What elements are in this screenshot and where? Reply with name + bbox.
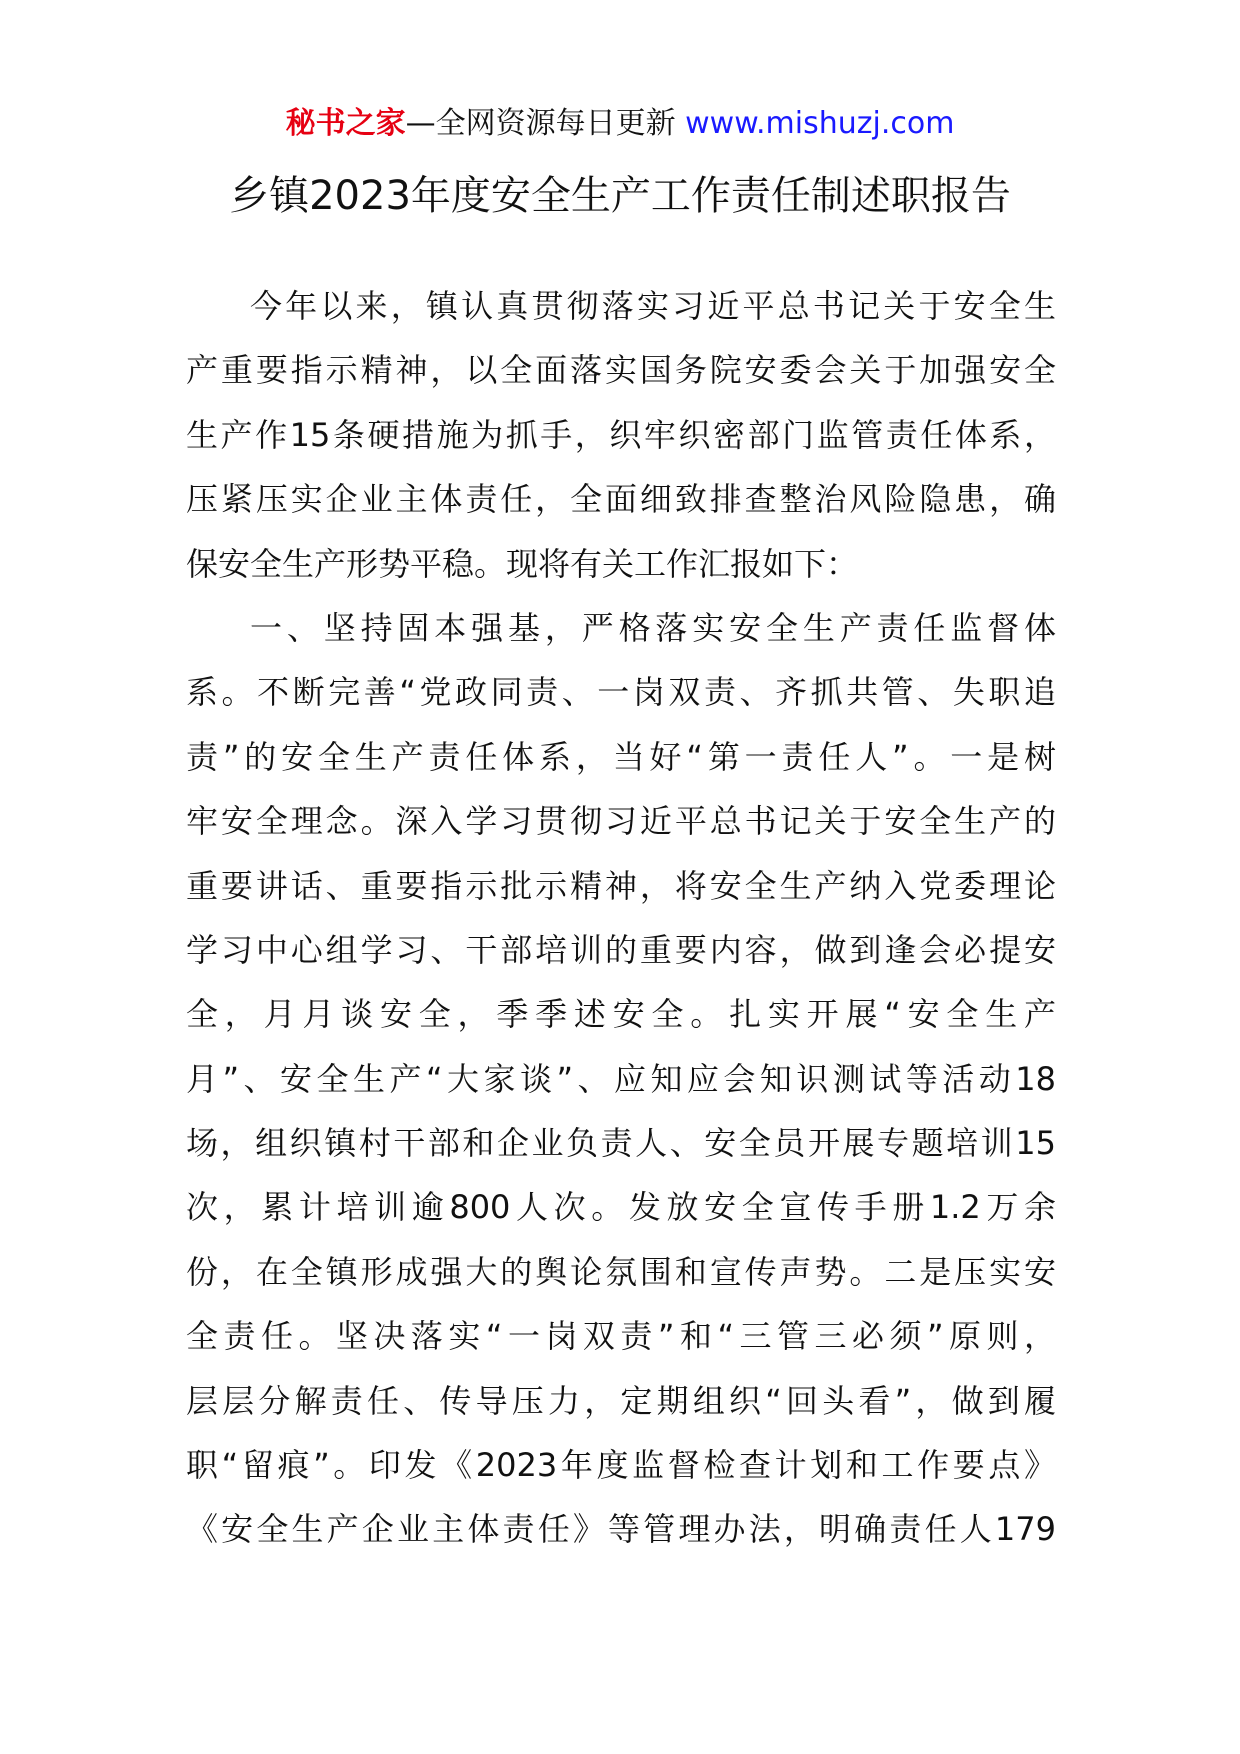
paragraph-line: 次，累计培训逾800人次。发放安全宣传手册1.2万余 [186, 1188, 1056, 1227]
paragraph-line: 份，在全镇形成强大的舆论氛围和宣传声势。二是压实安 [186, 1252, 1056, 1291]
paragraph-line: 一、坚持固本强基，严格落实安全生产责任监督体 [250, 608, 1056, 647]
document-body [186, 286, 1056, 1574]
paragraph-line: 月”、安全生产“大家谈”、应知应会知识测试等活动18 [186, 1059, 1056, 1098]
paragraph-line: 学习中心组学习、干部培训的重要内容，做到逢会必提安 [186, 930, 1056, 969]
paragraph-line: 牢安全理念。深入学习贯彻习近平总书记关于安全生产的 [186, 802, 1056, 841]
brand-name: 秘书之家 [285, 106, 406, 141]
paragraph-line: 全责任。坚决落实“一岗双责”和“三管三必须”原则， [186, 1317, 1056, 1356]
paragraph-line: 生产作15条硬措施为抓手，织牢织密部门监管责任体系， [186, 415, 1056, 454]
paragraph-line: 保安全生产形势平稳。现将有关工作汇报如下： [186, 544, 859, 583]
header-slogan: —全网资源每日更新 [405, 106, 676, 141]
document-title: 乡镇2023年度安全生产工作责任制述职报告 [229, 173, 1011, 219]
paragraph-line: 责”的安全生产责任体系，当好“第一责任人”。一是树 [186, 737, 1056, 776]
paragraph-line: 《安全生产企业主体责任》等管理办法，明确责任人179 [186, 1510, 1056, 1549]
paragraph-line: 全，月月谈安全，季季述安全。扎实开展“安全生产 [186, 995, 1056, 1034]
paragraph-line: 产重要指示精神，以全面落实国务院安委会关于加强安全 [186, 351, 1056, 390]
paragraph-line: 职“留痕”。印发《2023年度监督检查计划和工作要点》 [186, 1446, 1056, 1485]
paragraph-line: 系。不断完善“党政同责、一岗双责、齐抓共管、失职追 [186, 673, 1056, 712]
paragraph-line: 今年以来，镇认真贯彻落实习近平总书记关于安全生 [250, 287, 1056, 325]
paragraph-line: 压紧压实企业主体责任，全面细致排查整治风险隐患，确 [186, 480, 1056, 519]
watermark-header [0, 102, 1240, 146]
paragraph-line: 重要讲话、重要指示批示精神，将安全生产纳入党委理论 [186, 866, 1056, 905]
paragraph-line: 层层分解责任、传导压力，定期组织“回头看”，做到履 [186, 1381, 1056, 1420]
header-url[interactable]: www.mishuzj.com [685, 106, 955, 141]
paragraph-line: 场，组织镇村干部和企业负责人、安全员开展专题培训15 [186, 1124, 1056, 1163]
